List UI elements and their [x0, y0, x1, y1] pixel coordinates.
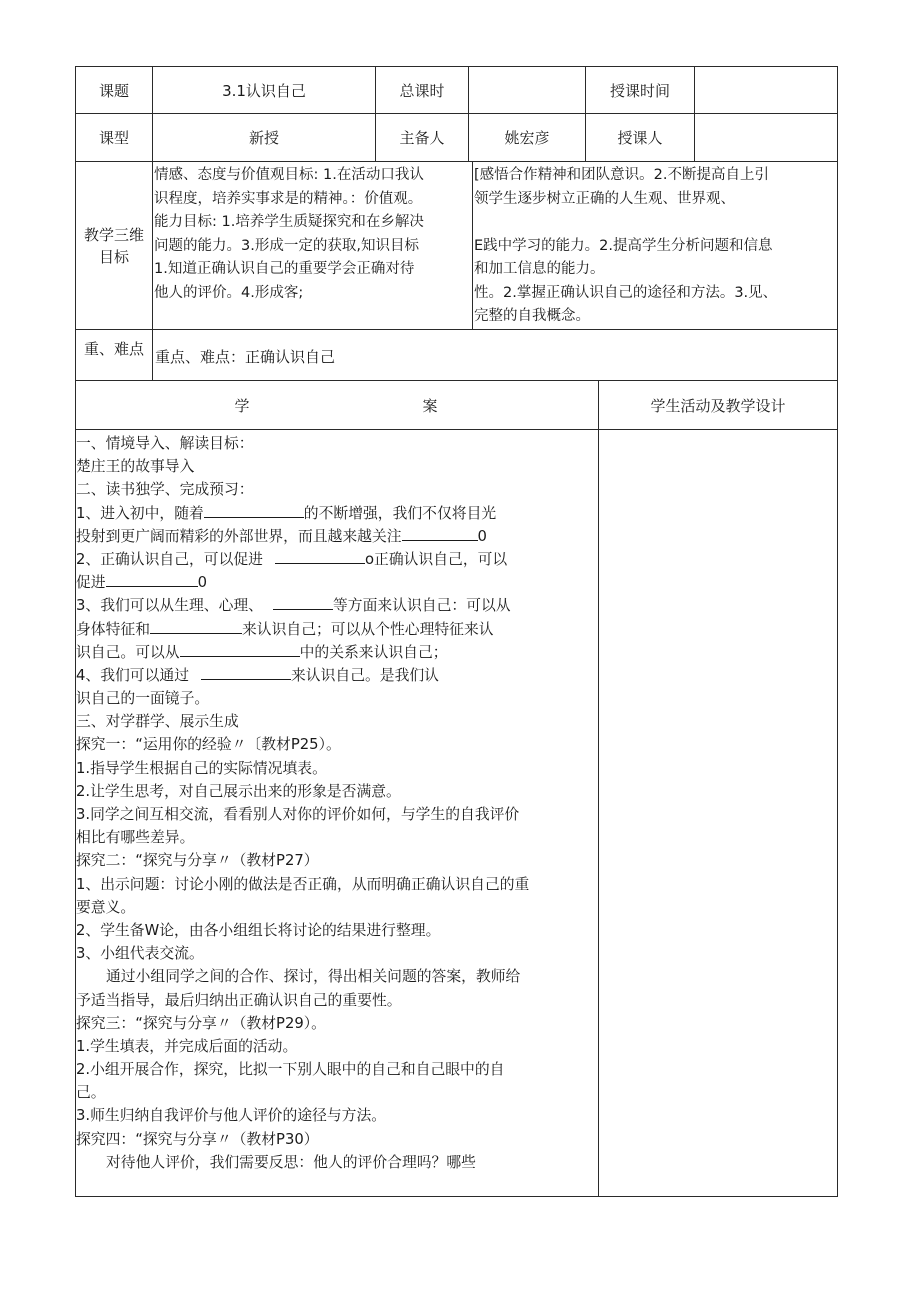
objectives-line: 和加工信息的能力。 — [474, 261, 605, 277]
row-divider — [75, 161, 838, 162]
study-line: 1.指导学生根据自己的实际情况填表。 — [76, 759, 327, 777]
fill-blank — [402, 525, 478, 541]
study-line: 1、进入初中，随着 的不断增强，我们不仅将目光 — [76, 502, 529, 525]
objectives-line: E践中学习的能力。2.提高学生分析问题和信息 — [474, 237, 773, 254]
table-border-bottom — [75, 1196, 838, 1197]
study-line: 三、对学群学、展示生成 — [76, 713, 239, 731]
study-line: 予适当指导，最后归纳出正确认识自己的重要性。 — [76, 991, 402, 1009]
fill-blank — [180, 641, 300, 657]
study-plan-heading-char: 案 — [422, 396, 438, 415]
study-line: 4、我们可以通过 来认识自己。是我们认 — [76, 664, 529, 687]
study-line: 3、我们可以从生理、心理、 等方面来认识自己：可以从 — [76, 594, 529, 617]
objectives-line: 性。2.掌握正确认识自己的途径和方法。3.见、 — [474, 284, 778, 301]
study-line: 身体特征和 来认识自己；可以从个性心理特征来认 — [76, 618, 529, 641]
objectives-line: [感悟合作精神和团队意识。2.不断提高自上引 — [474, 167, 769, 183]
total-hours-value — [469, 67, 585, 113]
design-column-body — [599, 430, 837, 1196]
study-line: 1、出示问题：讨论小刚的做法是否正确，从而明确正确认识自己的重 — [76, 875, 530, 893]
objectives-split — [472, 161, 473, 330]
key-points-label: 重、难点 — [83, 339, 144, 358]
teach-time-value — [695, 67, 837, 113]
design-heading: 学生活动及教学设计 — [650, 396, 786, 415]
objectives-line: 完整的自我概念。 — [474, 308, 590, 324]
study-line: 楚庄王的故事导入 — [76, 458, 195, 476]
study-plan-heading-char: 学 — [234, 396, 250, 415]
study-line: 相比有哪些差异。 — [76, 829, 195, 847]
fill-blank — [275, 548, 365, 564]
objectives-line: 1.知道正确认识自己的重要学会正确对待 — [154, 261, 415, 277]
fill-blank — [204, 502, 304, 518]
study-line: 探究一：“运用你的经验〃〔教材P25）。 — [76, 736, 341, 754]
study-line: 促进 0 — [76, 571, 529, 594]
study-line: 探究四：“探究与分享〃（教材P30） — [76, 1130, 319, 1148]
lead-preparer-value: 姚宏彦 — [504, 129, 550, 147]
study-line: 对待他人评价，我们需要反思：他人的评价合理吗？哪些 — [106, 1153, 476, 1171]
fill-blank — [150, 618, 242, 634]
objectives-line: 问题的能力。3.形成一定的获取,知识目标 — [154, 237, 419, 254]
study-plan-body — [76, 432, 529, 1174]
study-line: 要意义。 — [76, 898, 136, 916]
study-line: 3.师生归纳自我评价与他人评价的途径与方法。 — [76, 1107, 387, 1125]
study-line: 3.同学之间互相交流，看看别人对你的评价如何，与学生的自我评价 — [76, 806, 520, 823]
row-divider — [75, 329, 838, 330]
lesson-type-value: 新授 — [248, 129, 279, 147]
study-line: 投射到更广阔而精彩的外部世界，而且越来越关注 0 — [76, 525, 529, 548]
topic-label: 课题 — [98, 81, 129, 100]
study-line: 识自己的一面镜子。 — [76, 690, 210, 708]
key-points-content: 重点、难点：正确认识自己 — [155, 347, 336, 366]
study-line: 2.小组开展合作，探究，比拟一下别人眼中的自己和自己眼中的自 — [76, 1061, 505, 1079]
lesson-type-label: 课型 — [98, 129, 129, 147]
teacher-value — [695, 114, 837, 161]
table-border-right — [837, 66, 838, 1197]
objectives-line: 领学生逐步树立正确的人生观、世界观、 — [474, 190, 735, 207]
study-line: 己。 — [76, 1084, 106, 1102]
study-line: 探究三：“探究与分享〃（教材P29）。 — [76, 1014, 326, 1032]
objectives-label — [76, 162, 152, 329]
fill-blank — [201, 664, 291, 680]
study-line: 2.让学生思考，对自己展示出来的形象是否满意。 — [76, 782, 401, 800]
objectives-line: 能力目标: 1.培养学生质疑探究和在乡解决 — [154, 214, 424, 230]
study-line: 通过小组同学之间的合作、探讨，得出相关问题的答案，教师给 — [106, 968, 521, 986]
objectives-line — [474, 211, 836, 235]
topic-value: 3.1认识自己 — [222, 81, 306, 100]
objectives-right-text — [474, 164, 836, 329]
study-line: 探究二：“探究与分享〃（教材P27） — [76, 852, 319, 870]
objectives-label-line: 目标 — [98, 247, 129, 266]
objectives-line: 识程度，培养实事求是的精神。：价值观。 — [154, 190, 423, 207]
study-line: 识自己。可以从 中的关系来认识自己； — [76, 641, 529, 664]
total-hours-label: 总课时 — [399, 81, 445, 100]
study-line: 1.学生填表，并完成后面的活动。 — [76, 1037, 298, 1055]
fill-blank — [106, 571, 198, 587]
teacher-label: 授课人 — [617, 129, 663, 147]
fill-blank — [273, 594, 333, 610]
study-line: 2、正确认识自己，可以促进 o正确认识自己，可以 — [76, 548, 529, 571]
study-line: 二、读书独学、完成预习： — [76, 481, 254, 499]
objectives-left-text — [154, 164, 471, 305]
teach-time-label: 授课时间 — [609, 81, 670, 100]
lead-preparer-label: 主备人 — [399, 129, 445, 147]
objectives-label-line: 教学三维 — [83, 225, 144, 244]
study-line: 3、小组代表交流。 — [76, 945, 204, 963]
study-line: 一、情境导入、解读目标： — [76, 435, 254, 452]
objectives-line: 他人的评价。4.形成客; — [154, 284, 304, 301]
objectives-line: 情感、态度与价值观目标: 1.在活动口我认 — [154, 167, 424, 183]
study-line: 2、学生备W论，由各小组组长将讨论的结果进行整理。 — [76, 921, 441, 939]
